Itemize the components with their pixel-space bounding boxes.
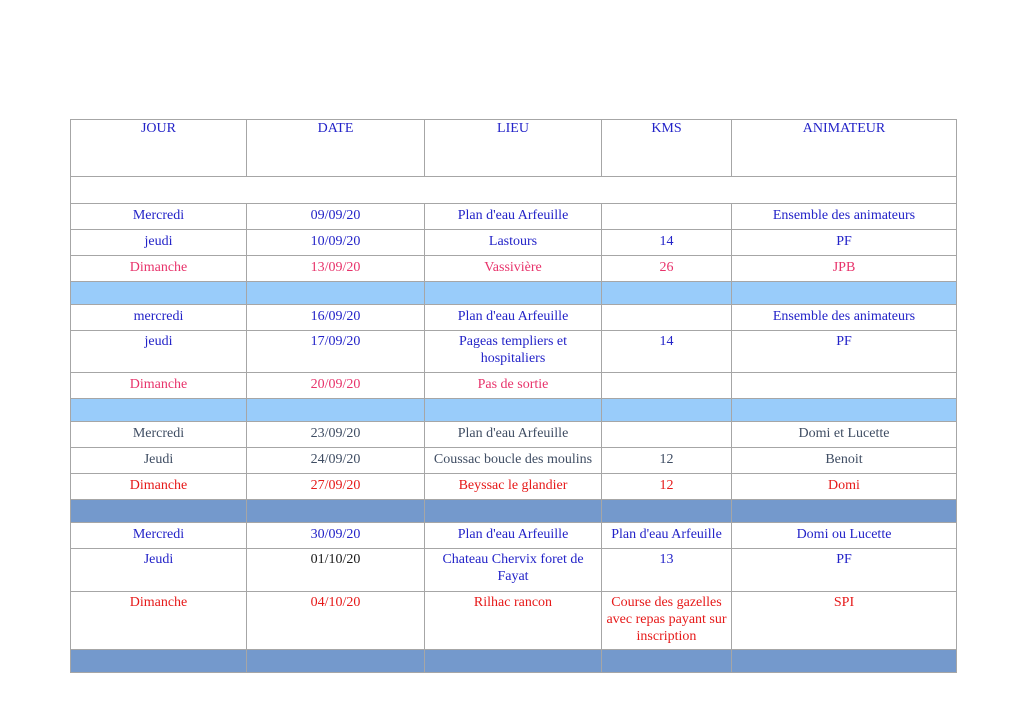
table-row — [71, 373, 957, 399]
table-row — [71, 204, 957, 230]
cell-date: 16/09/20 — [247, 305, 425, 331]
cell-date: 20/09/20 — [247, 373, 425, 399]
cell-animateur: Ensemble des animateurs — [732, 305, 957, 331]
header-animateur: ANIMATEUR — [732, 120, 957, 177]
cell-lieu: Lastours — [425, 230, 602, 256]
separator-cell — [602, 282, 732, 305]
cell-date: 30/09/20 — [247, 523, 425, 549]
header-jour: JOUR — [71, 120, 247, 177]
cell-date: 09/09/20 — [247, 204, 425, 230]
cell-jour: Dimanche — [71, 256, 247, 282]
cell-lieu: Plan d'eau Arfeuille — [425, 422, 602, 448]
cell-kms: 26 — [602, 256, 732, 282]
cell-lieu: Pageas templiers et hospitaliers — [425, 331, 602, 373]
cell-jour: Mercredi — [71, 422, 247, 448]
separator-cell — [71, 399, 247, 422]
table-row — [71, 422, 957, 448]
schedule-table — [70, 119, 957, 673]
header-row — [71, 120, 957, 177]
separator-row — [71, 282, 957, 305]
cell-lieu: Plan d'eau Arfeuille — [425, 305, 602, 331]
cell-lieu: Plan d'eau Arfeuille — [425, 204, 602, 230]
separator-cell — [71, 500, 247, 523]
separator-cell — [425, 282, 602, 305]
cell-lieu: Rilhac rancon — [425, 592, 602, 650]
cell-kms: 13 — [602, 549, 732, 592]
cell-lieu: Chateau Chervix foret de Fayat — [425, 549, 602, 592]
separator-cell — [425, 500, 602, 523]
cell-animateur: PF — [732, 230, 957, 256]
cell-jour: Dimanche — [71, 592, 247, 650]
cell-date: 13/09/20 — [247, 256, 425, 282]
separator-row — [71, 500, 957, 523]
cell-kms: 14 — [602, 331, 732, 373]
cell-date: 24/09/20 — [247, 448, 425, 474]
cell-kms: Course des gazelles avec repas payant sur inscription — [602, 592, 732, 650]
table-row — [71, 331, 957, 373]
separator-cell — [247, 399, 425, 422]
separator-cell — [732, 650, 957, 673]
cell-jour: Mercredi — [71, 204, 247, 230]
cell-jour: Jeudi — [71, 549, 247, 592]
cell-jour: mercredi — [71, 305, 247, 331]
cell-lieu: Vassivière — [425, 256, 602, 282]
cell-jour: jeudi — [71, 230, 247, 256]
cell-kms — [602, 373, 732, 399]
cell-animateur — [732, 373, 957, 399]
table-row — [71, 305, 957, 331]
cell-lieu: Beyssac le glandier — [425, 474, 602, 500]
separator-row — [71, 399, 957, 422]
cell-kms — [602, 422, 732, 448]
cell-kms: 14 — [602, 230, 732, 256]
table-row — [71, 523, 957, 549]
cell-lieu: Coussac boucle des moulins — [425, 448, 602, 474]
cell-animateur: Domi ou Lucette — [732, 523, 957, 549]
separator-row — [71, 650, 957, 673]
cell-animateur: SPI — [732, 592, 957, 650]
cell-date: 04/10/20 — [247, 592, 425, 650]
header-kms: KMS — [602, 120, 732, 177]
table-row — [71, 549, 957, 592]
cell-lieu: Plan d'eau Arfeuille — [425, 523, 602, 549]
cell-animateur: Benoit — [732, 448, 957, 474]
separator-cell — [732, 282, 957, 305]
separator-cell — [732, 500, 957, 523]
cell-animateur: JPB — [732, 256, 957, 282]
separator-cell — [602, 650, 732, 673]
header-lieu: LIEU — [425, 120, 602, 177]
table-row — [71, 474, 957, 500]
separator-cell — [602, 399, 732, 422]
separator-cell — [247, 500, 425, 523]
cell-jour: jeudi — [71, 331, 247, 373]
table-row — [71, 448, 957, 474]
table-row — [71, 592, 957, 650]
separator-cell — [732, 399, 957, 422]
cell-date: 23/09/20 — [247, 422, 425, 448]
table-row — [71, 230, 957, 256]
separator-cell — [425, 650, 602, 673]
cell-jour: Dimanche — [71, 474, 247, 500]
cell-jour: Jeudi — [71, 448, 247, 474]
spacer-row — [71, 177, 957, 204]
separator-cell — [247, 650, 425, 673]
cell-jour: Mercredi — [71, 523, 247, 549]
separator-cell — [247, 282, 425, 305]
table-row — [71, 256, 957, 282]
cell-kms: 12 — [602, 448, 732, 474]
cell-date: 17/09/20 — [247, 331, 425, 373]
cell-animateur: Domi — [732, 474, 957, 500]
cell-date: 10/09/20 — [247, 230, 425, 256]
cell-animateur: PF — [732, 549, 957, 592]
cell-animateur: Ensemble des animateurs — [732, 204, 957, 230]
cell-kms: Plan d'eau Arfeuille — [602, 523, 732, 549]
cell-date: 01/10/20 — [247, 549, 425, 592]
cell-animateur: Domi et Lucette — [732, 422, 957, 448]
cell-kms — [602, 204, 732, 230]
cell-date: 27/09/20 — [247, 474, 425, 500]
cell-kms — [602, 305, 732, 331]
separator-cell — [425, 399, 602, 422]
cell-animateur: PF — [732, 331, 957, 373]
spacer-cell — [71, 177, 957, 204]
cell-lieu: Pas de sortie — [425, 373, 602, 399]
separator-cell — [71, 650, 247, 673]
separator-cell — [602, 500, 732, 523]
cell-jour: Dimanche — [71, 373, 247, 399]
cell-kms: 12 — [602, 474, 732, 500]
separator-cell — [71, 282, 247, 305]
header-date: DATE — [247, 120, 425, 177]
